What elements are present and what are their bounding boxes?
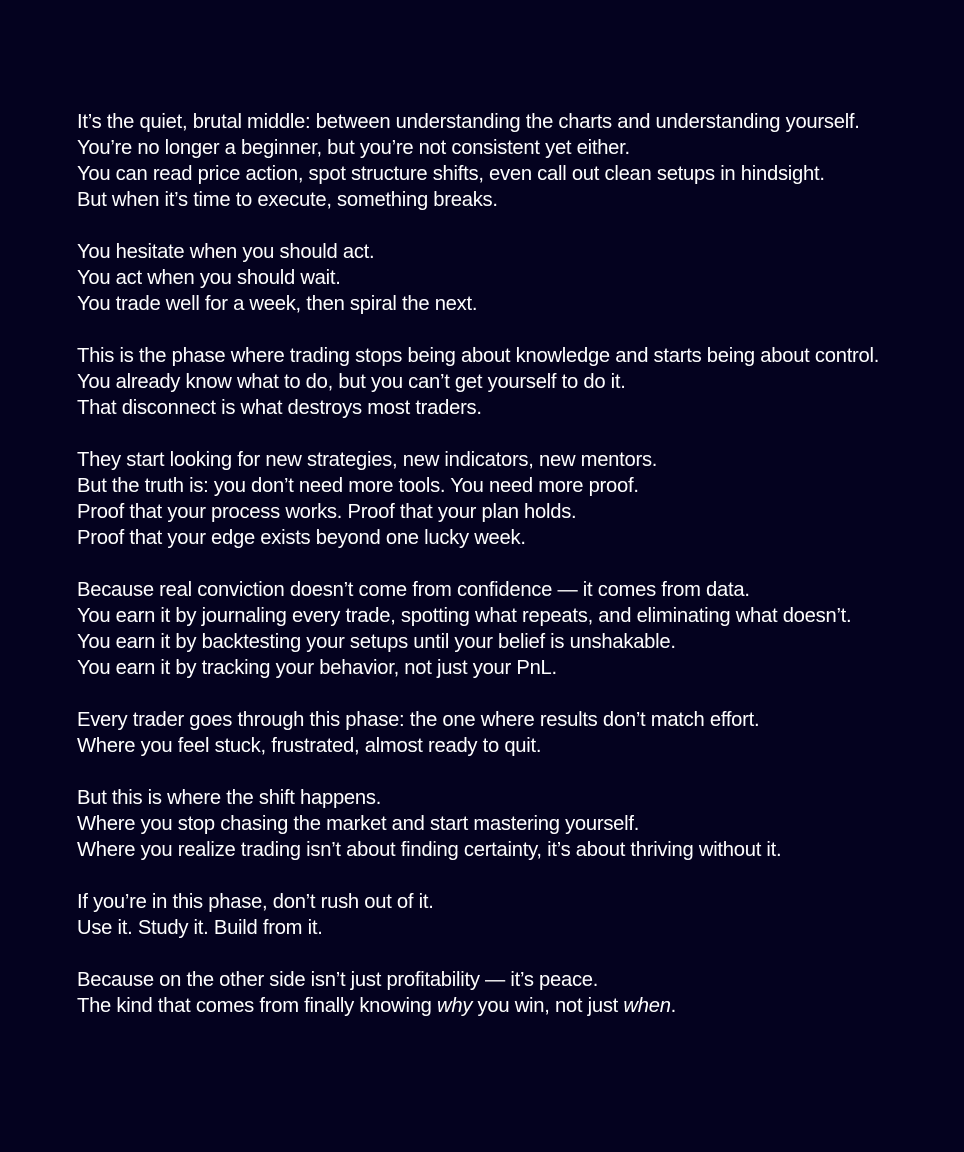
text-line: Where you realize trading isn’t about finding certainty, it’s about thriving without it.: [77, 839, 782, 861]
paragraph: [77, 707, 907, 759]
text-line: They start looking for new strategies, new indicators, new mentors.: [77, 449, 658, 471]
text-line: This is the phase where trading stops being about knowledge and starts being about control.: [77, 345, 880, 367]
paragraph: [77, 967, 907, 1019]
text-line: Where you feel stuck, frustrated, almost ready to quit.: [77, 735, 542, 757]
text-line-final: [77, 993, 907, 1019]
text-line: You trade well for a week, then spiral the next.: [77, 293, 478, 315]
text-line: You earn it by backtesting your setups until your belief is unshakable.: [77, 631, 676, 653]
text-line: But this is where the shift happens.: [77, 787, 382, 809]
text-line: It’s the quiet, brutal middle: between understanding the charts and understanding yourself.: [77, 111, 860, 133]
text-line: Because on the other side isn’t just profitability — it’s peace.: [77, 969, 599, 991]
text-line: But the truth is: you don’t need more tools. You need more proof.: [77, 475, 639, 497]
text-line: You hesitate when you should act.: [77, 241, 375, 263]
paragraph: [77, 447, 907, 551]
text-line: You’re no longer a beginner, but you’re not consistent yet either.: [77, 137, 630, 159]
text-line: You earn it by journaling every trade, spotting what repeats, and eliminating what doesn’t.: [77, 605, 852, 627]
paragraph: [77, 785, 907, 863]
text-line: You act when you should wait.: [77, 267, 341, 289]
paragraph: [77, 889, 907, 941]
text-line: That disconnect is what destroys most traders.: [77, 397, 482, 419]
text-line: If you’re in this phase, don’t rush out of it.: [77, 891, 434, 913]
text-line: Proof that your edge exists beyond one lucky week.: [77, 527, 526, 549]
text-line: But when it’s time to execute, something breaks.: [77, 189, 498, 211]
paragraph: [77, 577, 907, 681]
text-fragment: you win, not just: [472, 995, 624, 1017]
text-line: Where you stop chasing the market and start mastering yourself.: [77, 813, 640, 835]
essay-text: [77, 109, 907, 1019]
text-line: Proof that your process works. Proof that your plan holds.: [77, 501, 577, 523]
paragraph: [77, 239, 907, 317]
text-fragment: The kind that comes from finally knowing: [77, 995, 438, 1017]
text-line: Every trader goes through this phase: the one where results don’t match effort.: [77, 709, 760, 731]
emphasis-why: why: [437, 995, 473, 1017]
paragraph: [77, 343, 907, 421]
text-line: You earn it by tracking your behavior, not just your PnL.: [77, 657, 557, 679]
text-line: Use it. Study it. Build from it.: [77, 917, 323, 939]
emphasis-when: when: [623, 995, 671, 1017]
text-line: You already know what to do, but you can’t get yourself to do it.: [77, 371, 626, 393]
paragraph: [77, 109, 907, 213]
text-line: Because real conviction doesn’t come from confidence — it comes from data.: [77, 579, 750, 601]
text-line: You can read price action, spot structure shifts, even call out clean setups in hindsight.: [77, 163, 825, 185]
text-fragment: .: [670, 995, 677, 1017]
